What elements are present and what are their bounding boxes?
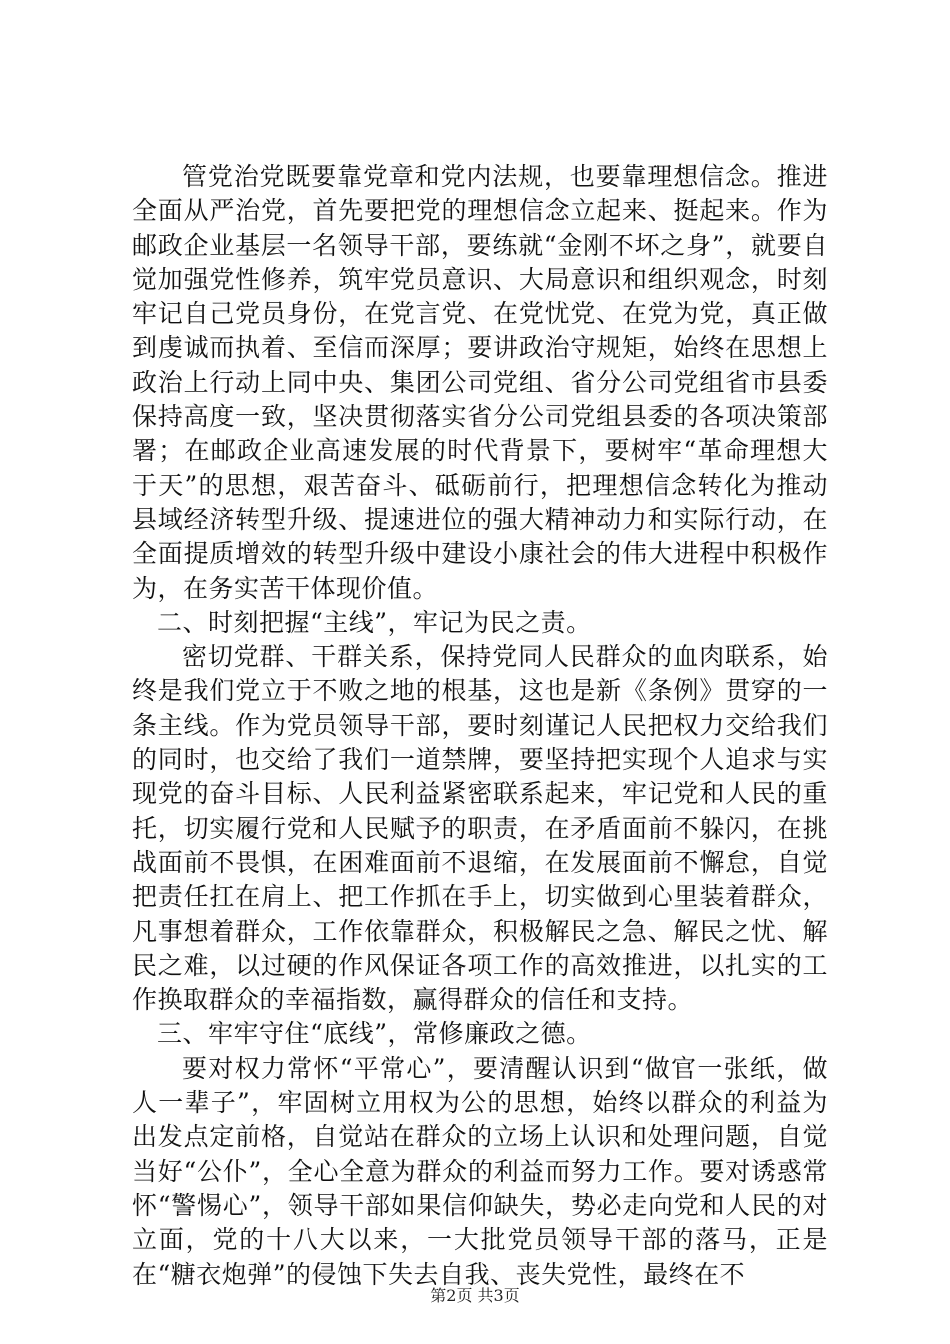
document-body [132,160,828,1292]
section-heading-bottom-line: 三、牢牢守住“底线”，常修廉政之德。 [157,1019,592,1049]
page-number-footer: 第2页 共3页 [430,1286,520,1305]
paragraph-integrity: 要对权力常怀“平常心”，要清醒认识到“做官一张纸，做人一辈子”，牢固树立用权为公的思想，始终以群众的利益为出发点定前格，自觉站在群众的立场上认识和处理问题，自觉当好“公仆”，全心全意为群众的利益而努力工作。要对诱惑常怀“警惕心”，领导干部如果信仰缺失，势必走向党和人民的对立面，党的十八大以来，一大批党员领导干部的落马，正是在“糖衣炮弹”的侵蚀下失去自我、丧失党性，最终在不 [132,1053,828,1289]
paragraph-ideals: 管党治党既要靠党章和党内法规，也要靠理想信念。推进全面从严治党，首先要把党的理想信念立起来、挺起来。作为邮政企业基层一名领导干部，要练就“金刚不坏之身”，就要自觉加强党性修养，筑牢党员意识、大局意识和组织观念，时刻牢记自己党员身份，在党言党、在党忧党、在党为党，真正做到虔诚而执着、至信而深厚；要讲政治守规矩，始终在思想上政治上行动上同中央、集团公司党组、省分公司党组省市县委保持高度一致，坚决贯彻落实省分公司党组县委的各项决策部署；在邮政企业高速发展的时代背景下，要树牢“革命理想大于天”的思想，艰苦奋斗、砥砺前行，把理想信念转化为推动县域经济转型升级、提速进位的强大精神动力和实际行动，在全面提质增效的转型升级中建设小康社会的伟大进程中积极作为，在务实苦干体现价值。 [132,162,828,603]
section-heading-main-line: 二、时刻把握“主线”，牢记为民之责。 [157,607,592,637]
paragraph-mass-line: 密切党群、干群关系，保持党同人民群众的血肉联系，始终是我们党立于不败之地的根基，这也是新《条例》贯穿的一条主线。作为党员领导干部，要时刻谨记人民把权力交给我们的同时，也交给了我们一道禁牌，要坚持把实现个人追求与实现党的奋斗目标、人民利益紧密联系起来，牢记党和人民的重托，切实履行党和人民赋予的职责，在矛盾面前不躲闪，在挑战面前不畏惧，在困难面前不退缩，在发展面前不懈怠，自觉把责任扛在肩上、把工作抓在手上，切实做到心里装着群众，凡事想着群众，工作依靠群众，积极解民之急、解民之忧、解民之难，以过硬的作风保证各项工作的高效推进，以扎实的工作换取群众的幸福指数，赢得群众的信任和支持。 [132,642,828,1015]
